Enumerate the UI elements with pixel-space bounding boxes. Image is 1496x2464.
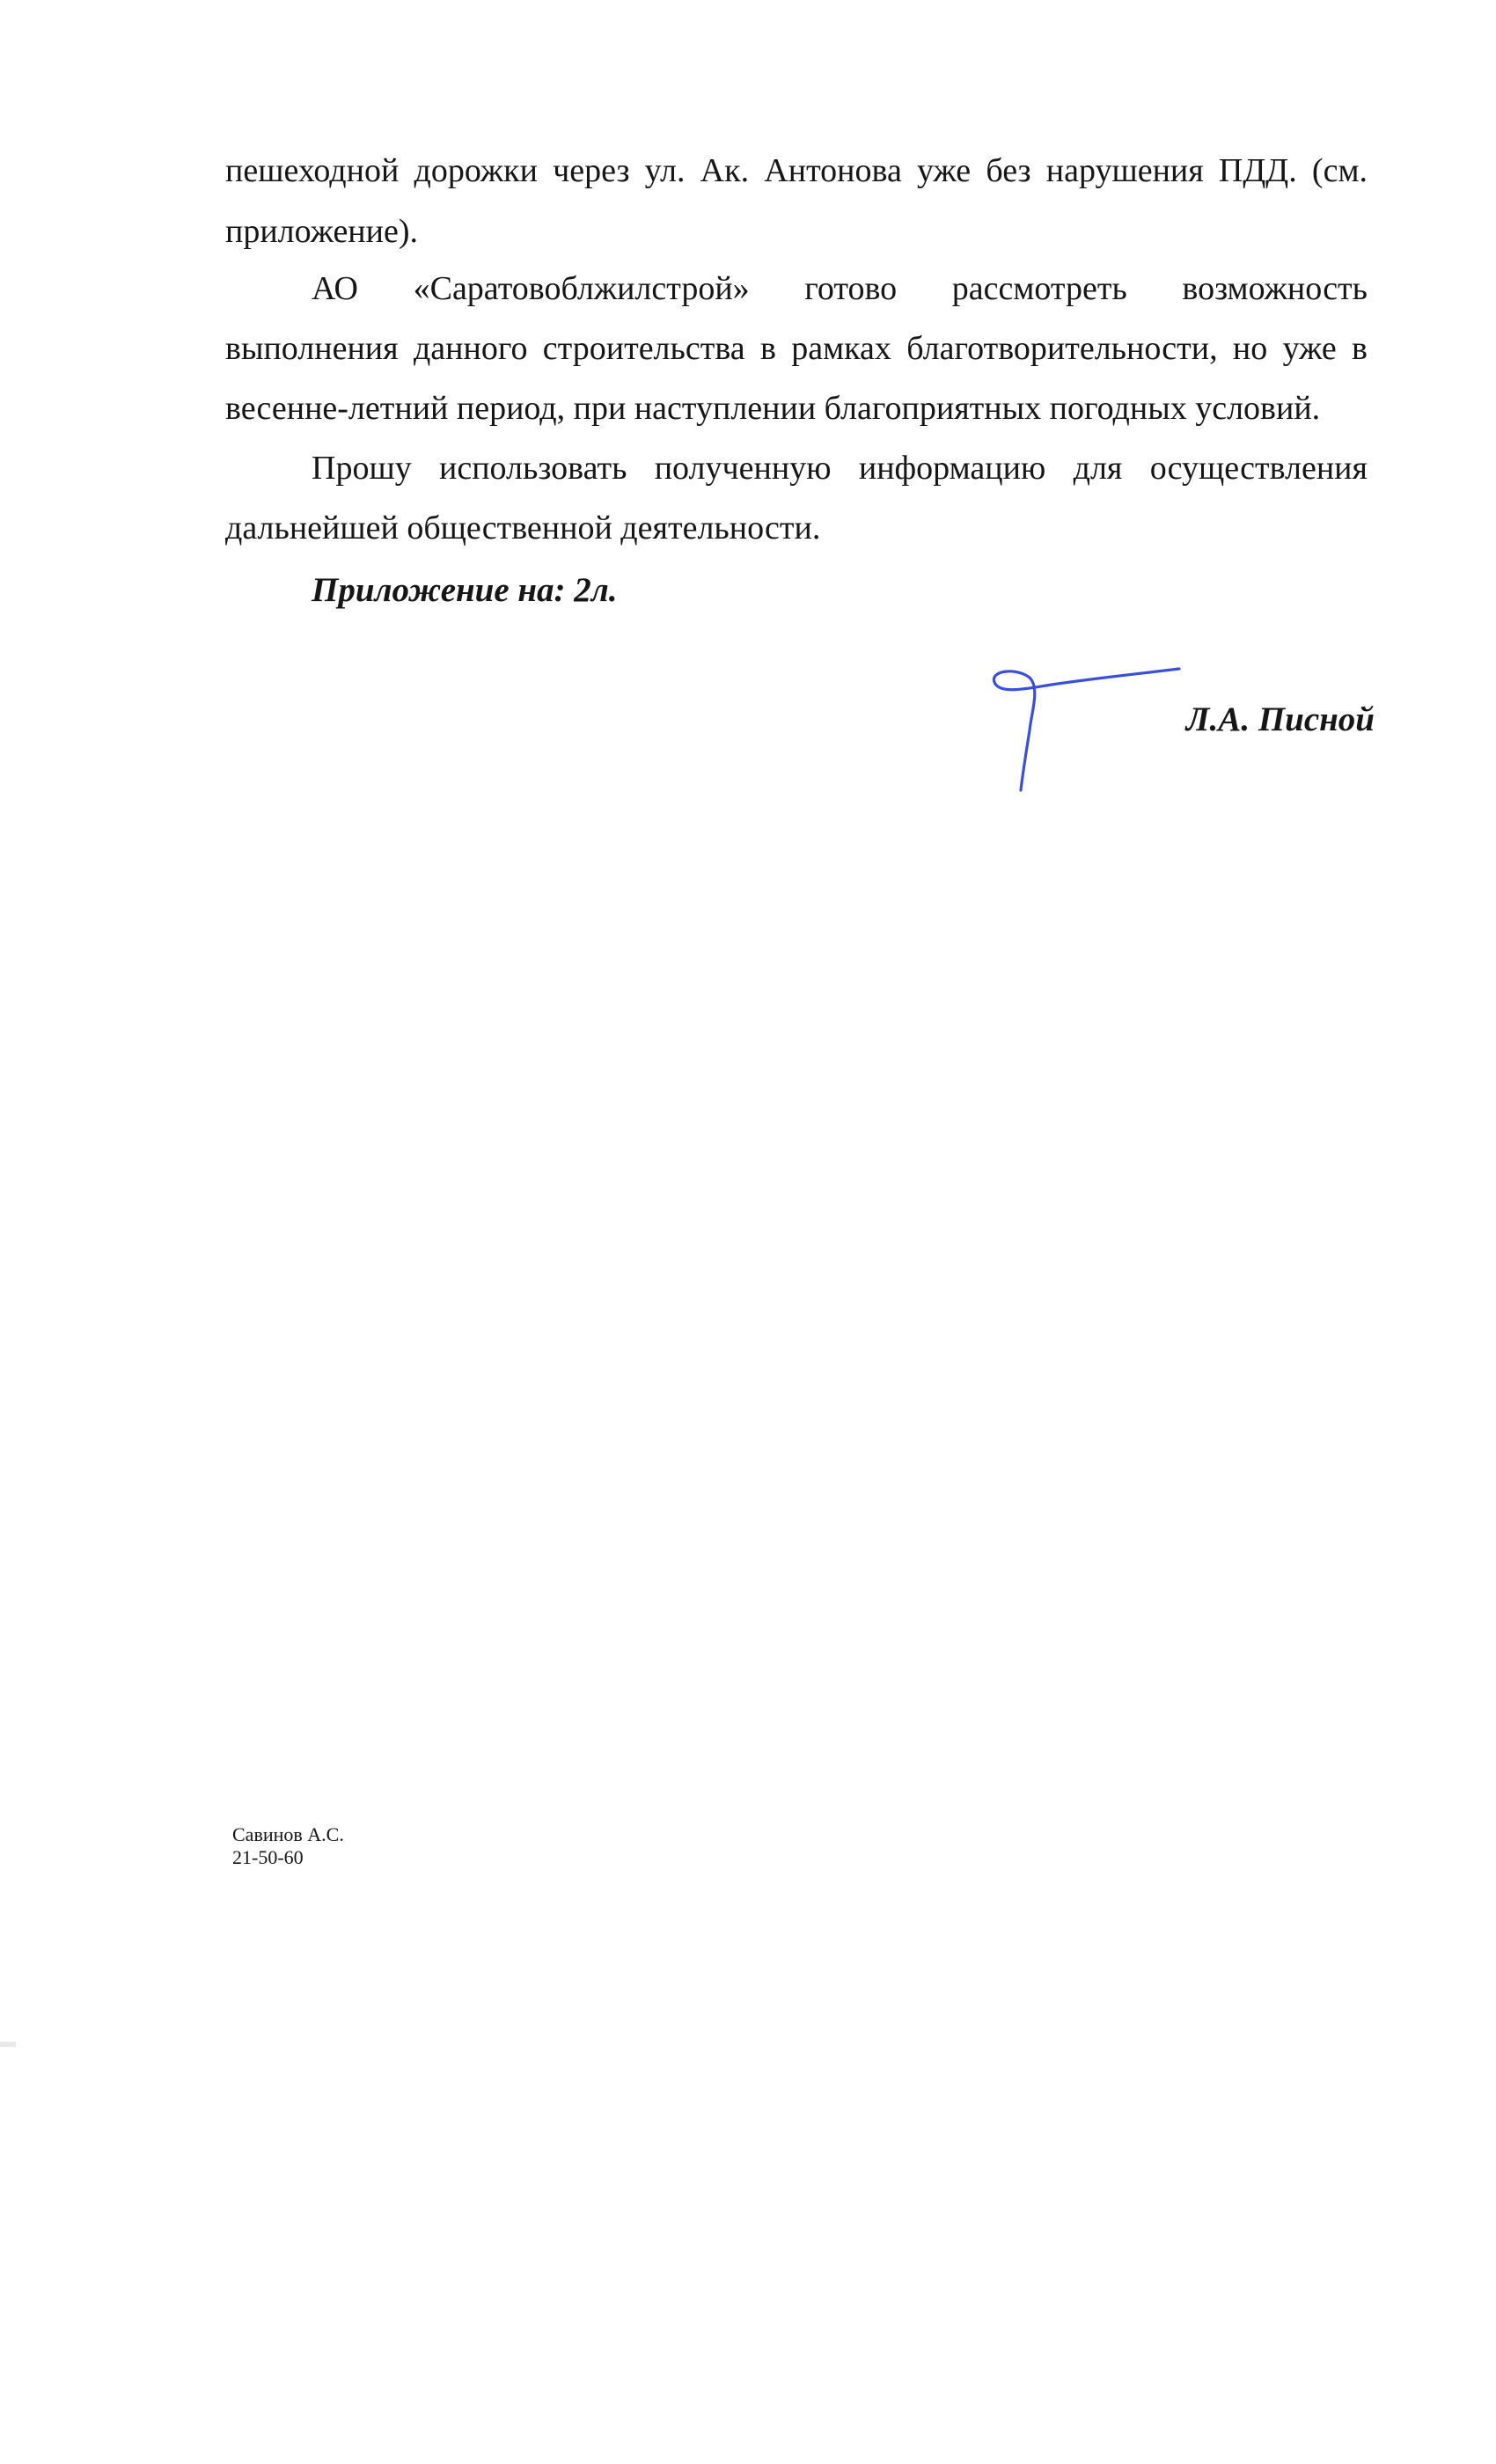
paragraph-2-line-2: выполнения данного строительства в рамках благотворительности, но уже в: [225, 330, 1368, 367]
executor-block: [232, 1823, 344, 1869]
paragraph-1-line-2: приложение).: [225, 213, 419, 250]
paragraph-3-line-2: дальнейшей общественной деятельности.: [225, 510, 821, 546]
executor-phone: 21-50-60: [232, 1846, 304, 1868]
attachment-note: Приложение на: 2л.: [312, 571, 618, 609]
executor-name: Савинов А.С.: [232, 1823, 344, 1845]
paragraph-1-line-1: пешеходной дорожки через ул. Ак. Антонова уже без нарушения ПДД. (см.: [225, 152, 1368, 189]
scan-edge-mark: [0, 2042, 16, 2047]
paragraph-2-line-3: весенне-летний период, при наступлении благоприятных погодных условий.: [225, 390, 1321, 427]
signer-name: Л.А. Писной: [1185, 700, 1375, 738]
paragraph-3-line-1: Прошу использовать полученную информацию для осуществления: [312, 450, 1368, 487]
paragraph-2-line-1: АО «Саратовоблжилстрой» готово рассмотреть возможность: [312, 270, 1368, 307]
